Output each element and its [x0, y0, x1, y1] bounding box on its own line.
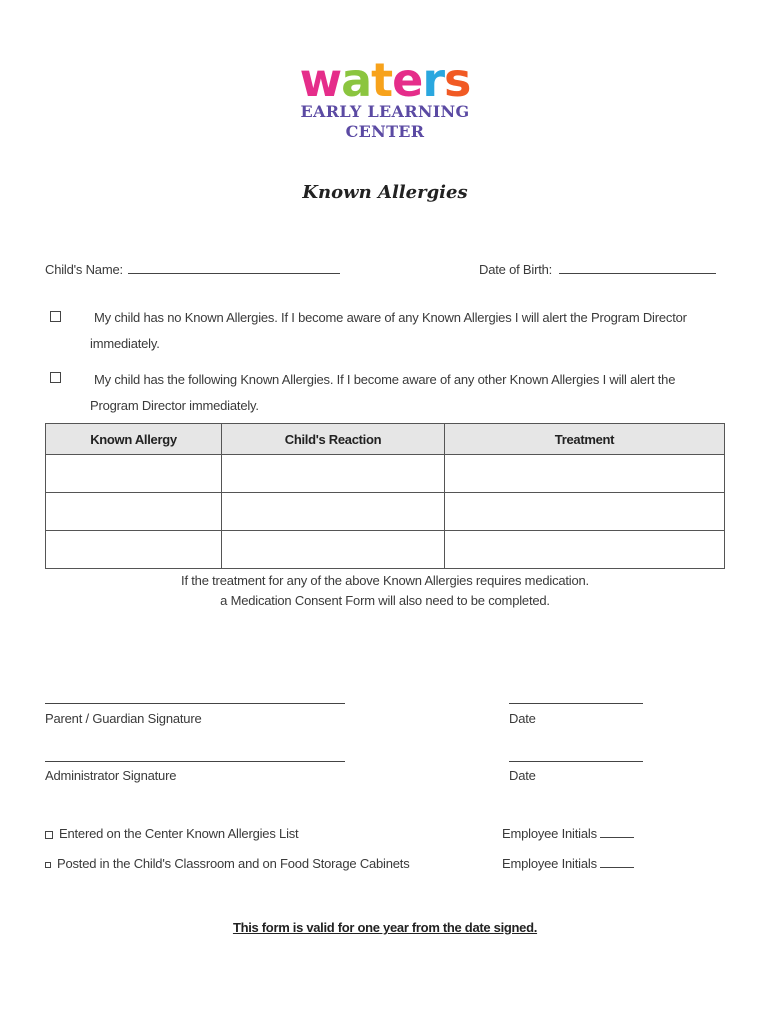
no-allergies-text-cont: immediately.: [90, 336, 160, 351]
no-allergies-text: My child has no Known Allergies. If I become aware of any Known Allergies I will alert the Program Director: [94, 310, 687, 325]
allergy-cell[interactable]: [46, 531, 222, 569]
no-allergies-checkbox[interactable]: [50, 311, 61, 322]
allergy-table: [45, 423, 725, 569]
table-row: [46, 531, 725, 569]
posted-classroom-text: Posted in the Child's Classroom and on Food Storage Cabinets: [57, 856, 410, 871]
logo-letter: a: [341, 53, 372, 104]
medication-note-line2: a Medication Consent Form will also need to be completed.: [220, 593, 550, 608]
treatment-cell[interactable]: [445, 531, 725, 569]
logo-letter: r: [422, 53, 445, 104]
initials-2: [502, 856, 634, 871]
logo-letter: e: [392, 53, 423, 104]
parent-date-label: Date: [509, 711, 536, 726]
posted-classroom-checkbox[interactable]: [45, 862, 51, 868]
treatment-cell[interactable]: [445, 493, 725, 531]
reaction-cell[interactable]: [222, 455, 445, 493]
center-logo: [285, 52, 485, 142]
medication-note-line1: If the treatment for any of the above Known Allergies requires medication.: [181, 573, 589, 588]
parent-signature-line[interactable]: [45, 703, 345, 704]
dob-label: Date of Birth:: [479, 262, 553, 277]
header-treatment: Treatment: [445, 424, 725, 455]
has-allergies-text: My child has the following Known Allergies. If I become aware of any other Known Allergies I will alert the: [94, 372, 676, 387]
entered-list-checkbox[interactable]: [45, 831, 53, 839]
child-name-label: Child's Name:: [45, 262, 123, 277]
allergy-cell[interactable]: [46, 455, 222, 493]
admin-date-label: Date: [509, 768, 536, 783]
table-row: [46, 455, 725, 493]
reaction-cell[interactable]: [222, 493, 445, 531]
reaction-cell[interactable]: [222, 531, 445, 569]
initials-1: [502, 826, 634, 841]
waters-wordmark: [285, 52, 485, 104]
logo-line-1: EARLY LEARNING: [300, 102, 470, 121]
logo-letter: w: [299, 53, 342, 104]
header-known-allergy: Known Allergy: [46, 424, 222, 455]
dob-field[interactable]: [559, 263, 716, 274]
admin-date-line[interactable]: [509, 761, 643, 762]
admin-signature-line[interactable]: [45, 761, 345, 762]
svg-text:waters: [300, 53, 471, 104]
initials-1-label: Employee Initials: [502, 826, 597, 841]
table-header-row: [46, 424, 725, 455]
entered-list-item: [45, 826, 298, 841]
child-name-field[interactable]: [128, 263, 340, 274]
logo-letter: s: [444, 53, 471, 104]
parent-signature-label: Parent / Guardian Signature: [45, 711, 202, 726]
allergy-cell[interactable]: [46, 493, 222, 531]
has-allergies-checkbox[interactable]: [50, 372, 61, 383]
validity-notice: This form is valid for one year from the date signed.: [232, 920, 538, 935]
table-row: [46, 493, 725, 531]
header-childs-reaction: Child's Reaction: [222, 424, 445, 455]
logo-line-2: CENTER: [345, 122, 425, 141]
form-title: Known Allergies: [302, 182, 468, 203]
admin-signature-label: Administrator Signature: [45, 768, 177, 783]
initials-2-field[interactable]: [600, 858, 634, 868]
has-allergies-text-cont: Program Director immediately.: [90, 398, 259, 413]
parent-date-line[interactable]: [509, 703, 643, 704]
treatment-cell[interactable]: [445, 455, 725, 493]
posted-classroom-item: [45, 856, 410, 871]
initials-1-field[interactable]: [600, 828, 634, 838]
initials-2-label: Employee Initials: [502, 856, 597, 871]
entered-list-text: Entered on the Center Known Allergies List: [59, 826, 299, 841]
logo-letter: t: [371, 53, 393, 104]
